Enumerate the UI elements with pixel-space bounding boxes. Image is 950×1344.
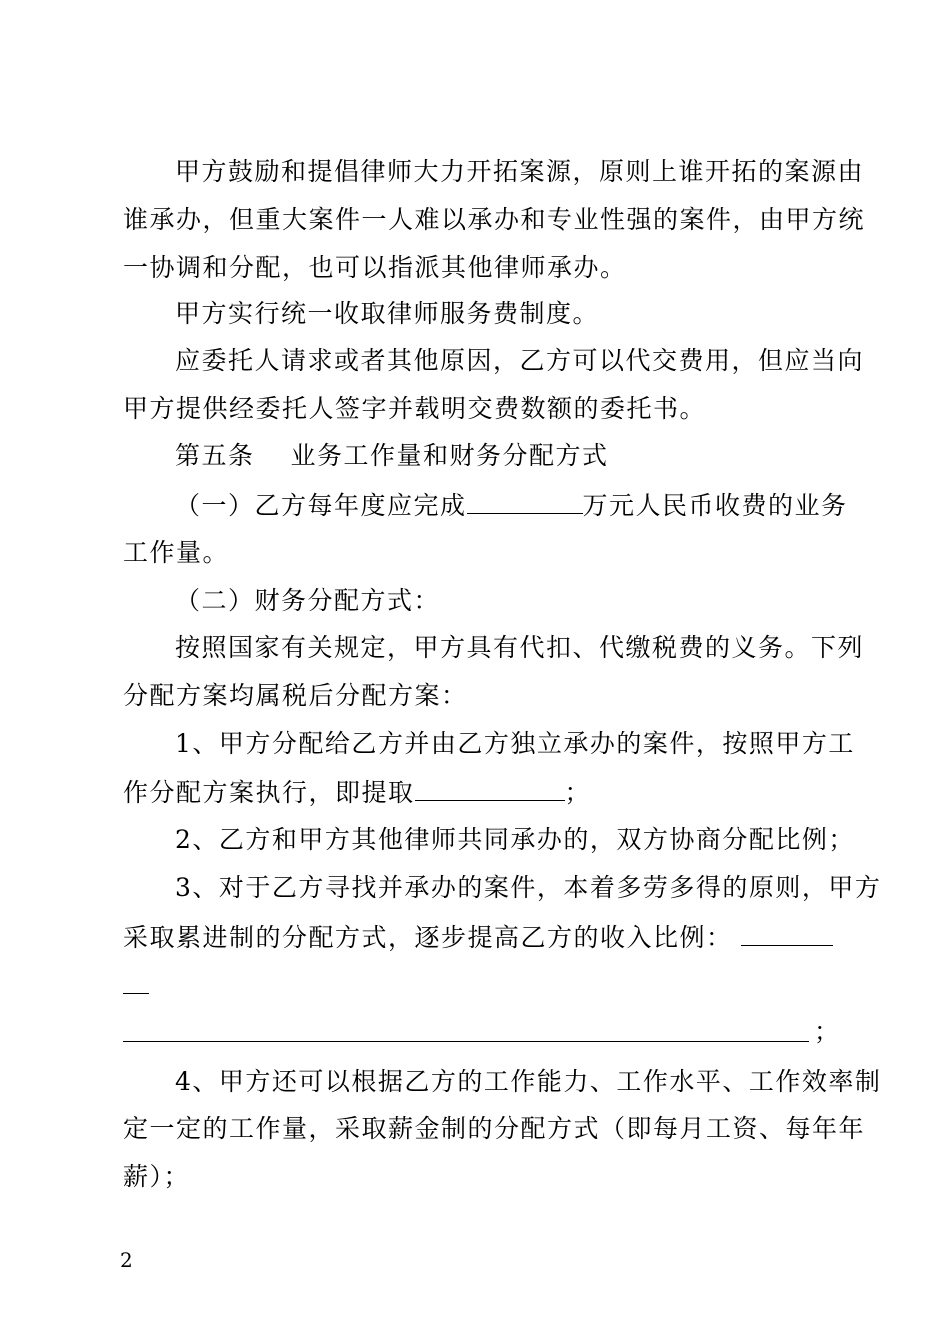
- paragraph-line: 一协调和分配，也可以指派其他律师承办。: [123, 253, 627, 282]
- paragraph-line: 定一定的工作量，采取薪金制的分配方式（即每月工资、每年年: [123, 1114, 866, 1143]
- paragraph-line: [123, 776, 833, 809]
- paragraph-line: [175, 489, 885, 522]
- paragraph-line: 3、对于乙方寻找并承办的案件，本着多劳多得的原则，甲方: [175, 873, 882, 902]
- paragraph-line: [123, 921, 833, 954]
- paragraph-line: 甲方实行统一收取律师服务费制度。: [175, 299, 600, 328]
- fill-in-blank: [741, 921, 833, 946]
- page-number: 2: [120, 1248, 133, 1272]
- line-text: 万元人民币收费的业务: [582, 491, 848, 520]
- line-text: ；: [564, 778, 592, 807]
- line-text: ；: [814, 1017, 841, 1046]
- fill-in-blank: [123, 1041, 809, 1042]
- paragraph-line: 谁承办，但重大案件一人难以承办和专业性强的案件，由甲方统: [123, 205, 866, 234]
- paragraph-line: 分配方案均属税后分配方案：: [123, 681, 468, 710]
- paragraph-line: 按照国家有关规定，甲方具有代扣、代缴税费的义务。下列: [175, 633, 865, 662]
- fill-in-blank: [123, 993, 149, 994]
- line-text: （一）乙方每年度应完成: [175, 491, 467, 520]
- fill-in-blank: [415, 776, 565, 801]
- paragraph-line: 工作量。: [123, 538, 230, 567]
- paragraph-line: 甲方提供经委托人签字并载明交费数额的委托书。: [123, 394, 707, 423]
- paragraph-line: 应委托人请求或者其他原因，乙方可以代交费用，但应当向: [175, 346, 865, 375]
- line-text: 作分配方案执行，即提取: [123, 778, 415, 807]
- paragraph-line: 4、甲方还可以根据乙方的工作能力、工作水平、工作效率制: [175, 1067, 882, 1096]
- section-heading: 第五条 业务工作量和财务分配方式: [175, 441, 609, 470]
- line-text: 采取累进制的分配方式，逐步提高乙方的收入比例：: [123, 923, 733, 952]
- paragraph-line: 2、乙方和甲方其他律师共同承办的，双方协商分配比例；: [175, 825, 855, 854]
- paragraph-line: 薪）；: [123, 1162, 191, 1191]
- paragraph-line: 1、甲方分配给乙方并由乙方独立承办的案件，按照甲方工: [175, 729, 855, 758]
- fill-in-blank: [467, 489, 583, 514]
- paragraph-line: 甲方鼓励和提倡律师大力开拓案源，原则上谁开拓的案源由: [175, 157, 865, 186]
- paragraph-line: （二）财务分配方式：: [175, 586, 441, 615]
